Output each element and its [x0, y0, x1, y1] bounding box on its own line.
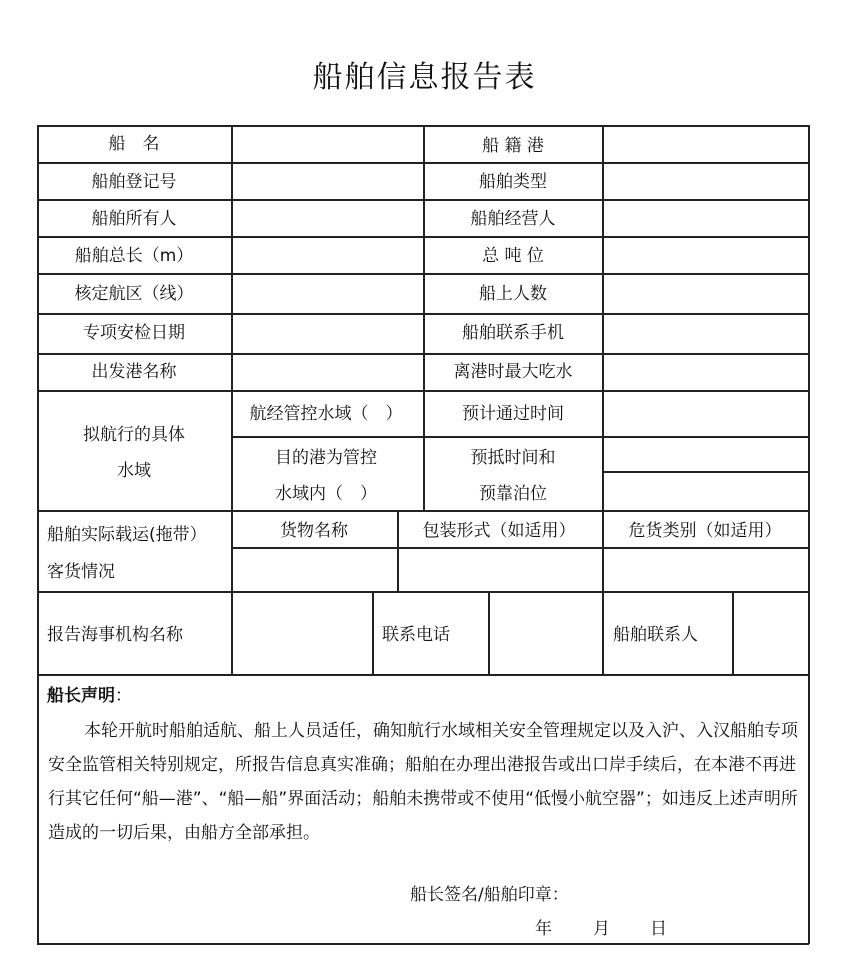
label-tonnage: 总 吨 位 [482, 246, 544, 266]
col-divider [602, 510, 604, 591]
col-divider [231, 510, 233, 591]
row-divider [231, 547, 809, 549]
label-report-phone: 联系电话 [382, 625, 450, 645]
header-dg-class: 危货类别（如适用） [628, 521, 782, 541]
declaration-heading-text: 船长声明 [47, 686, 115, 706]
label-arrive-line2: 预靠泊位 [479, 484, 547, 504]
row-divider [602, 471, 809, 473]
label-max-draft: 离港时最大吃水 [453, 362, 573, 382]
declaration-body [48, 714, 808, 850]
label-arrive-line1: 预抵时间和 [470, 448, 556, 468]
label-registry-port: 船 籍 港 [482, 136, 544, 156]
label-nav-area: 核定航区（线） [74, 284, 194, 304]
col-divider [732, 591, 734, 674]
label-length: 船舶总长（m） [74, 246, 194, 266]
label-ship-type: 船舶类型 [479, 172, 547, 192]
date-day: 日 [650, 919, 667, 939]
date-year: 年 [535, 919, 552, 939]
label-operator: 船舶经营人 [470, 209, 556, 229]
label-cargo-line1: 船舶实际载运(拖带） [47, 525, 207, 545]
label-registration-no: 船舶登记号 [91, 172, 177, 192]
row-divider [37, 510, 809, 512]
col-divider [231, 125, 233, 510]
label-ship-contact: 船舶联系人 [613, 625, 698, 645]
col-divider [602, 591, 604, 674]
header-packaging: 包装形式（如适用） [422, 521, 576, 541]
declaration-heading-colon: ： [115, 686, 132, 706]
row-divider [231, 436, 809, 438]
col-divider [397, 510, 399, 591]
label-departure-port: 出发港名称 [91, 362, 177, 382]
table-border-bottom [37, 943, 809, 945]
col-divider [488, 591, 490, 674]
signature-label: 船长签名/船舶印章： [410, 885, 569, 905]
label-report-agency: 报告海事机构名称 [47, 625, 183, 645]
label-persons-on-board: 船上人数 [479, 284, 547, 304]
table-border-left [37, 125, 39, 944]
date-month: 月 [593, 919, 610, 939]
row-divider [37, 591, 809, 593]
label-destination-line2: 水域内（ ） [275, 484, 377, 504]
declaration-text: 本轮开航时船舶适航、船上人员适任，确知航行水域相关安全管理规定以及入沪、入汉船舶专项安全监管相关特别规定，所报告信息真实准确；船舶在办理出港报告或出口岸手续后，在本港不再进行其它任何“船—港”、“船—船”界面活动；船舶未携带或不使用“低慢小航空器”；如违反上述声明所造成的一切后果，由船方全部承担。 [48, 721, 798, 843]
label-inspection-date: 专项安检日期 [83, 323, 185, 343]
label-contact-phone: 船舶联系手机 [462, 323, 564, 343]
col-divider [231, 591, 233, 674]
page-title: 船舶信息报告表 [312, 60, 537, 95]
label-pass-time: 预计通过时间 [462, 404, 564, 424]
col-divider [602, 125, 604, 510]
label-cargo-line2: 客货情况 [47, 562, 115, 582]
label-waters-line2: 水域 [117, 461, 151, 481]
col-divider [372, 591, 374, 674]
row-divider [37, 674, 809, 676]
label-ship-name: 船 名 [108, 134, 160, 154]
header-cargo-name: 货物名称 [280, 521, 348, 541]
label-owner: 船舶所有人 [91, 209, 177, 229]
label-controlled-waters: 航经管控水域（ ） [249, 404, 403, 424]
label-destination-line1: 目的港为管控 [275, 448, 377, 468]
table-border-right [808, 125, 810, 944]
declaration-heading [47, 686, 132, 706]
label-waters-line1: 拟航行的具体 [83, 425, 185, 445]
col-divider [423, 125, 425, 510]
